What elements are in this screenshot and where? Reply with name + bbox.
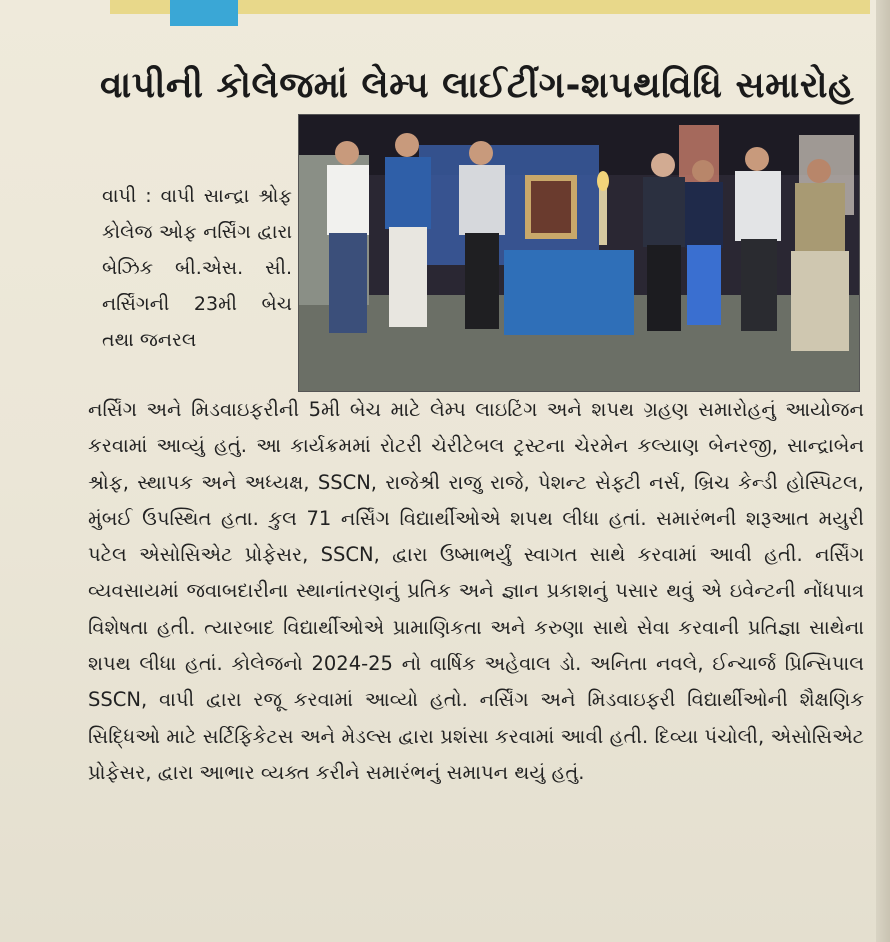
lamp-stand — [599, 185, 607, 245]
person-4 — [643, 153, 685, 331]
top-blue-block — [170, 0, 238, 26]
stage-table — [504, 250, 634, 335]
article-headline: વાપીની કોલેજમાં લેમ્પ લાઈટીંગ-શપથવિધિ સમારોહ — [100, 65, 855, 106]
person-2 — [385, 133, 431, 327]
person-1 — [327, 141, 369, 333]
page-edge-shadow — [876, 0, 890, 942]
person-5 — [685, 160, 723, 325]
person-3 — [459, 141, 505, 329]
article-body: નર્સિંગ અને મિડવાઇફરીની 5મી બેચ માટે લેમ્પ લાઇટિંગ અને શપથ ગ્રહણ સમારોહનું આયોજન કરવામાં આવ્યું હતું. આ કાર્યક્રમમાં રોટરી ચેરીટેબલ ટ્રસ્ટના ચેરમેન કલ્યાણ બેનરજી, સાન્દ્રાબેન શ્રોફ, સ્થાપક અને અધ્યક્ષ, SSCN, રાજેશ્રી રાજુ રાજે, પેશન્ટ સેફ્ટી નર્સ, બ્રિચ કેન્ડી હોસ્પિટલ, મુંબઈ ઉપસ્થિત હતા. કુલ 71 નર્સિંગ વિદ્યાર્થીઓએ શપથ લીધા હતાં. સમારંભની શરૂઆત મયુરી પટેલ એસોસિએટ પ્રોફેસર, SSCN, દ્વારા ઉષ્માભર્યું સ્વાગત સાથે કરવામાં આવી હતી. નર્સિંગ વ્યવસાયમાં જવાબદારીના સ્થાનાંતરણનું પ્રતિક અને જ્ઞાન પ્રકાશનું પસાર થવું એ ઇવેન્ટની નોંધપાત્ર વિશેષતા હતી. ત્યારબાદ વિદ્યાર્થીઓએ પ્રામાણિકતા અને કરુણા સાથે સેવા કરવાની પ્રતિજ્ઞા સાથેના શપથ લીધા હતાં. કોલેજનો 2024-25 નો વાર્ષિક અહેવાલ ડો. અનિતા નવલે, ઈન્ચાર્જ પ્રિન્સિપાલ SSCN, વાપી દ્વારા રજૂ કરવામાં આવ્યો હતો. નર્સિંગ અને મિડવાઇફરી વિદ્યાર્થીઓની શૈક્ષણિક સિદ્ધિઓ માટે સર્ટિફિકેટસ અને મેડલ્સ દ્વારા પ્રશંસા કરવામાં આવી હતી. દિવ્યા પંચોલી, એસોસિએટ પ્રોફેસર, દ્વારા આભાર વ્યક્ત કરીને સમારંભનું સમાપન થયું હતું. — [88, 398, 864, 784]
person-6 — [735, 147, 781, 331]
event-photo — [298, 114, 860, 392]
event-photo-illustration — [299, 115, 859, 391]
person-7 — [791, 159, 849, 351]
article-lead-paragraph: વાપી : વાપી સાન્દ્રા શ્રોફ કોલેજ ઓફ નર્સિંગ દ્વારા બેઝિક બી.એસ. સી. નર્સિંગની 23મી બેચ તથા જનરલ — [102, 185, 292, 351]
